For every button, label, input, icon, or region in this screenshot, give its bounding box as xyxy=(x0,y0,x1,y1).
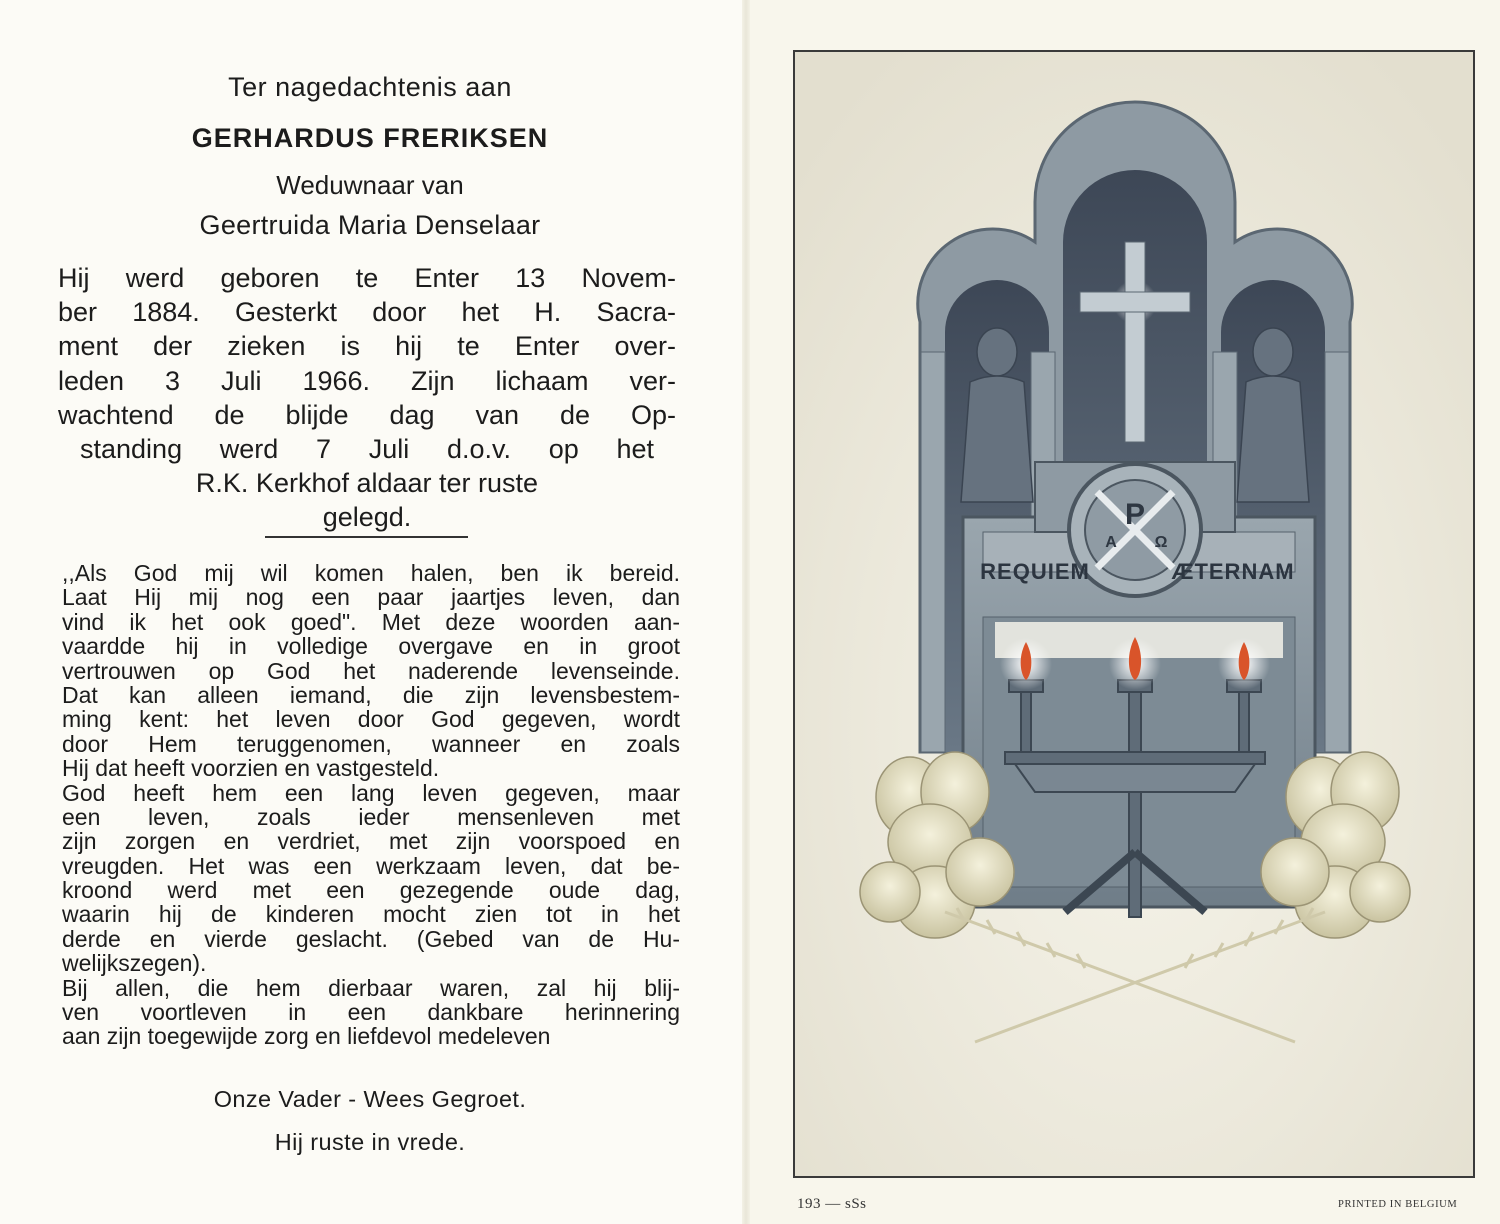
devotional-picture xyxy=(793,50,1475,1178)
monogram-omega: Ω xyxy=(1154,534,1168,551)
quote-line: Dat kan alleen iemand, die zijn levensbestem- xyxy=(62,681,680,708)
quote-line: vaardde hij in volledige overgave en in groot xyxy=(62,633,680,660)
quote-line: ,,Als God mij wil komen halen, ben ik bereid. xyxy=(62,560,680,586)
left-panel xyxy=(0,0,742,1224)
candle-flames xyxy=(1000,637,1270,690)
card-fold xyxy=(742,0,750,1224)
divider-rule xyxy=(265,536,468,538)
quote-line: Hij dat heeft voorzien en vastgesteld. xyxy=(62,755,440,782)
intro-line: Ter nagedachtenis aan xyxy=(228,72,512,102)
altar-illustration xyxy=(795,52,1473,1176)
quote-line: zijn zorgen en verdriet, met zijn voorspoed en xyxy=(62,828,680,855)
bio-line: standing werd 7 Juli d.o.v. op het xyxy=(80,433,654,464)
quote-line: waarin hij de kinderen mocht zien tot in het xyxy=(62,901,680,928)
quote-line: ven voortleven in een dankbare herinnering xyxy=(62,999,680,1026)
quote-line: vind ik het ook goed". Met deze woorden aan- xyxy=(62,608,680,635)
quote-line: Bij allen, die hem dierbaar waren, zal hij blij- xyxy=(62,974,680,1001)
wife-name: Geertruida Maria Denselaar xyxy=(199,210,541,240)
deceased-name: GERHARDUS FRERIKSEN xyxy=(191,123,549,153)
inscription-aeternam: ÆTERNAM xyxy=(1171,559,1295,584)
bio-line: leden 3 Juli 1966. Zijn lichaam ver- xyxy=(58,365,676,396)
quote-line: God heeft hem een lang leven gegeven, maar xyxy=(62,779,680,806)
quote-line: vertrouwen op God het naderende levenseinde. xyxy=(62,657,680,684)
bio-line: ber 1884. Gesterkt door het H. Sacra- xyxy=(58,297,676,328)
quote-line: derde en vierde geslacht. (Gebed van de Hu- xyxy=(62,925,680,952)
quote-line: aan zijn toegewijde zorg en liefdevol medeleven xyxy=(62,1023,551,1050)
bio-line: R.K. Kerkhof aldaar ter ruste xyxy=(195,468,539,499)
quote-line: kroond werd met een gezegende oude dag, xyxy=(62,877,680,904)
quote-line: door Hem teruggenomen, wanneer en zoals xyxy=(62,730,680,757)
widower-of-line: Weduwnaar van xyxy=(276,170,464,200)
quote-line: welijkszegen). xyxy=(62,950,207,977)
printer-number: 193 — sSs xyxy=(797,1196,867,1212)
rest-in-peace-line: Hij ruste in vrede. xyxy=(274,1129,466,1155)
quote-line: een leven, zoals ieder mensenleven met xyxy=(62,803,680,830)
bio-line: ment der zieken is hij te Enter over- xyxy=(58,331,676,362)
bio-line: Hij werd geboren te Enter 13 Novem- xyxy=(58,263,676,293)
printed-in-label: PRINTED IN BELGIUM xyxy=(1338,1199,1458,1210)
quote-line: Laat Hij mij nog een paar jaartjes leven, dan xyxy=(62,584,680,611)
inscription-requiem: REQUIEM xyxy=(980,559,1090,584)
quote-paragraph xyxy=(62,561,680,1049)
quote-line: vreugden. Het was een werkzaam leven, dat be- xyxy=(62,852,680,879)
bio-line: wachtend de blijde dag van de Op- xyxy=(58,399,676,430)
monogram-alpha: A xyxy=(1105,534,1117,551)
biography xyxy=(58,261,676,535)
quote-line: ming kent: het leven door God gegeven, wordt xyxy=(62,706,680,733)
prayer-line: Onze Vader - Wees Gegroet. xyxy=(213,1086,527,1112)
monogram-rho: P xyxy=(1124,498,1146,531)
bio-line: gelegd. xyxy=(322,502,412,533)
